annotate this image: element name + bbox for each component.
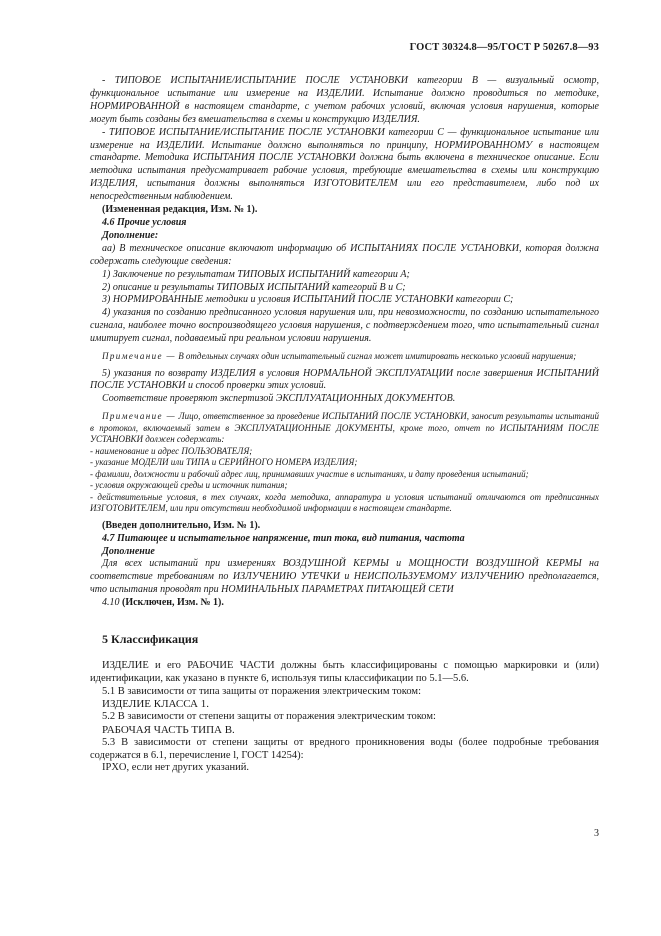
note-1-lead: Примечание — — [102, 351, 176, 362]
clause-4-5-continuation — [90, 75, 599, 346]
list-item-3: 3) НОРМИРОВАННЫЕ методики и условия ИСПЫТАНИЙ ПОСЛЕ УСТАНОВКИ категории С; — [102, 294, 514, 306]
section-5-1: 5.1 В зависимости от типа защиты от поражения электрическим током: — [102, 685, 421, 697]
list-item-4: 4) указания по созданию предписанного условия нарушения или, при невозможности, по созданию испытательного сигнала, наиболее точно воспроизводящего условия нарушения, с подтверждением того, что испытательный сигнал имитирует сигнал, подаваемый при реальном условии нарушения. — [90, 307, 599, 345]
paragraph-category-c: - ТИПОВОЕ ИСПЫТАНИЕ/ИСПЫТАНИЕ ПОСЛЕ УСТАНОВКИ категории С — функциональное испытание или измерение на ИЗДЕЛИИ. Испытание должно выполняться по принципу, НОРМИРОВАННОМУ в настоящем стандарте. Методика ИСПЫТАНИЯ ПОСЛЕ УСТАНОВКИ должна быть включена в техническое описание. Если методика испытания предусматривает рабочие условия, требующие вмешательства в схемы или конструкцию ИЗДЕЛИЯ, испытания должны выполняться ИЗГОТОВИТЕЛЕМ или его представителем, либо под их непосредственным наблюдением. — [90, 126, 599, 203]
note-2 — [90, 411, 599, 515]
note-2-item-3: - фамилии, должности и рабочий адрес лиц, принимавших участие в испытаниях, и дату проведения испытаний; — [90, 468, 529, 479]
class-value: ИЗДЕЛИЕ КЛАССА 1. — [102, 698, 209, 711]
applied-part-type: РАБОЧАЯ ЧАСТЬ ТИПА В. — [102, 724, 235, 737]
introduced-note: (Введен дополнительно, Изм. № 1). — [102, 519, 261, 531]
paragraph-aa: аа) В техническое описание включают информацию об ИСПЫТАНИЯХ ПОСЛЕ УСТАНОВКИ, которая должна содержать следующие сведения: — [90, 242, 599, 267]
clause-4-7-text: Для всех испытаний при измерениях ВОЗДУШНОЙ КЕРМЫ и МОЩНОСТИ ВОЗДУШНОЙ КЕРМЫ на соответствие требованиям по ИЗЛУЧЕНИЮ УТЕЧКИ и НЕИСПОЛЬЗУЕМОМУ ИЗЛУЧЕНИЮ предполагается, что испытания проводят при НОМИНАЛЬНЫХ ПАРАМЕТРАХ ПИТАЮЩЕЙ СЕТИ — [90, 558, 599, 596]
note-2-item-2: - указание МОДЕЛИ или ТИПА и СЕРИЙНОГО НОМЕРА ИЗДЕЛИЯ; — [90, 457, 358, 468]
clause-4-10-status: (Исключен, Изм. № 1). — [119, 597, 224, 609]
page-number: 3 — [594, 828, 599, 839]
document-header: ГОСТ 30324.8—95/ГОСТ Р 50267.8—93 — [409, 42, 599, 53]
amendment-note: (Измененная редакция, Изм. № 1). — [102, 204, 258, 216]
paragraph-category-b: - ТИПОВОЕ ИСПЫТАНИЕ/ИСПЫТАНИЕ ПОСЛЕ УСТАНОВКИ категории В — визуальный осмотр, функциональное испытание или измерение на ИЗДЕЛИИ. Испытание должно проводиться по методике, НОРМИРОВАННОЙ в настоящем стандарте, с учетом рабочих условий, включая условия нарушения, которые могут быть созданы без вмешательства в схемы и конструкцию ИЗДЕЛИЯ. — [90, 75, 599, 125]
note-2-item-5: - действительные условия, в тех случаях, когда методика, аппаратура и условия испытаний отличаются от предписанных ИЗГОТОВИТЕЛЕМ, или при отсутствии необходимой информации в настоящем стандарте. — [90, 491, 599, 514]
clause-4-7 — [90, 520, 599, 610]
list-item-1: 1) Заключение по результатам ТИПОВЫХ ИСПЫТАНИЙ категории А; — [102, 268, 410, 280]
addition-label: Дополнение: — [102, 229, 159, 241]
clause-4-6-title: 4.6 Прочие условия — [102, 216, 187, 228]
list-item-2: 2) описание и результаты ТИПОВЫХ ИСПЫТАНИЙ категорий В и С; — [102, 281, 406, 293]
note-2-item-4: - условия окружающей среды и источник питания; — [90, 480, 288, 491]
note-1-text: В отдельных случаях один испытательный сигнал может имитировать несколько условий нарушения; — [175, 351, 577, 362]
list-item-5: 5) указания по возврату ИЗДЕЛИЯ в условия НОРМАЛЬНОЙ ЭКСПЛУАТАЦИИ после завершения ИСПЫТАНИЙ ПОСЛЕ УСТАНОВКИ и способ проверки этих условий. — [90, 367, 599, 392]
addition-label-2: Дополнение — [102, 545, 155, 557]
section-5-title: 5 Классификация — [102, 632, 199, 647]
note-2-text: Лицо, ответственное за проведение ИСПЫТАНИЙ ПОСЛЕ УСТАНОВКИ, заносит результаты испытаний в протокол, включаемый затем в ЭКСПЛУАТАЦИОННЫЕ ДОКУМЕНТЫ, кроме того, отчет по ИСПЫТАНИЯМ ПОСЛЕ УСТАНОВКИ должен содержать: — [90, 411, 599, 445]
clause-4-7-title: 4.7 Питающее и испытательное напряжение, тип тока, вид питания, частота — [102, 532, 465, 544]
section-5-3: 5.3 В зависимости от степени защиты от вредного проникновения воды (более подробные требования содержатся в 6.1, перечисление l, ГОСТ 14254): — [90, 736, 599, 761]
section-5-2: 5.2 В зависимости от степени защиты от поражения электрическим током: — [102, 711, 436, 723]
ip-rating: IPXO, если нет других указаний. — [102, 762, 249, 774]
note-2-item-1: - наименование и адрес ПОЛЬЗОВАТЕЛЯ; — [90, 445, 253, 456]
clause-continuation-2 — [90, 368, 599, 407]
section-5-body — [90, 660, 599, 775]
section-5-paragraph-1: ИЗДЕЛИЕ и его РАБОЧИЕ ЧАСТИ должны быть классифицированы с помощью маркировки и (или) идентификации, как указано в пункте 6, используя типы классификации по 5.1—5.6. — [90, 660, 599, 684]
note-2-lead: Примечание — — [102, 411, 177, 422]
clause-4-10-number: 4.10 — [102, 597, 120, 609]
compliance-check: Соответствие проверяют экспертизой ЭКСПЛУАТАЦИОННЫХ ДОКУМЕНТОВ. — [102, 393, 456, 405]
note-1 — [90, 351, 599, 363]
